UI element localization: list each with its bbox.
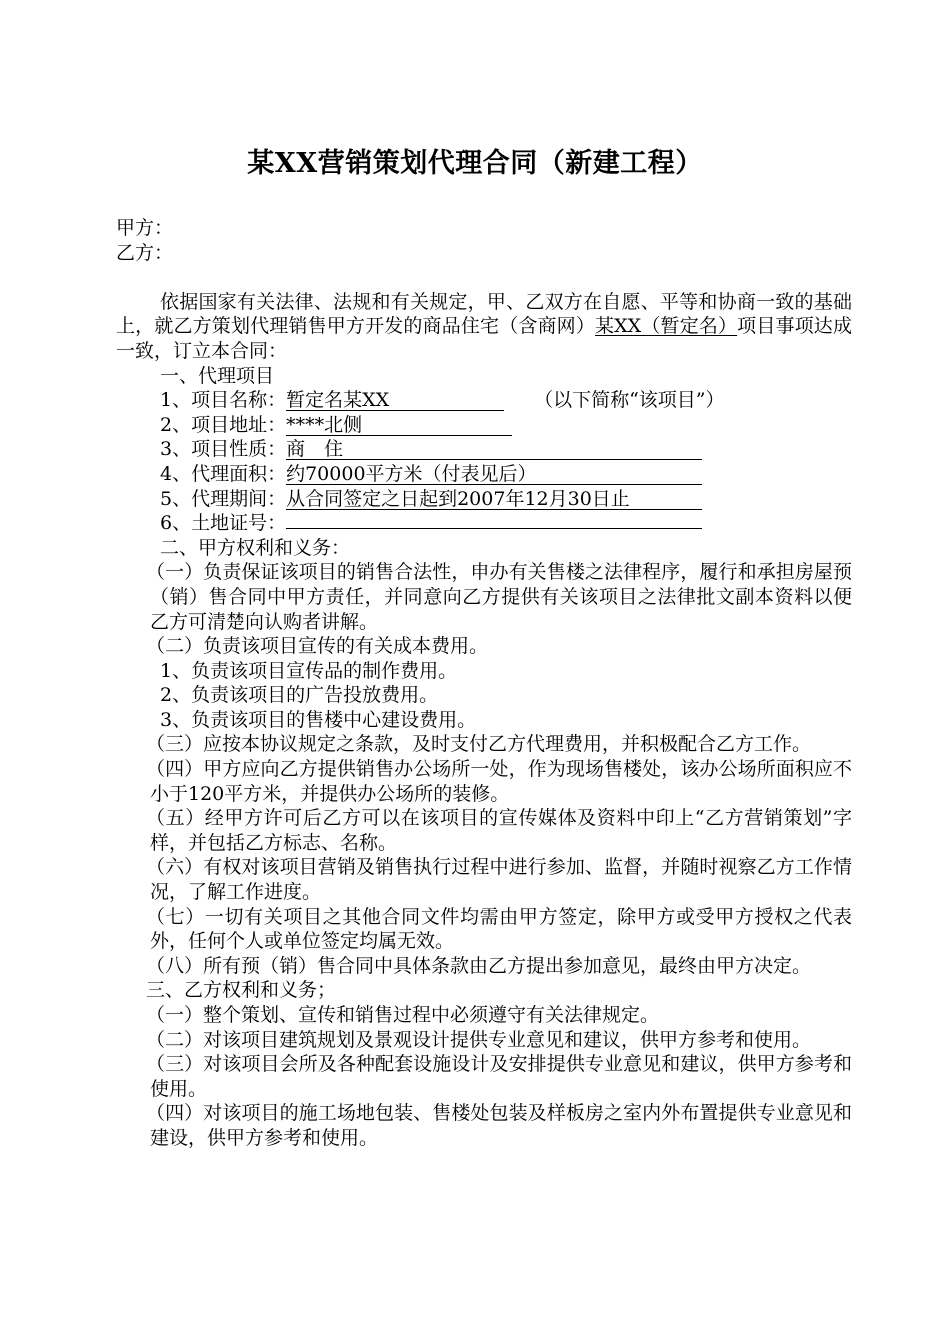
section2-item: （七）一切有关项目之其他合同文件均需由甲方签定，除甲方或受甲方授权之代表外，任何个人或单位签定均属无效。 <box>146 905 852 953</box>
intro-project-name: 某XX（暂定名） <box>595 315 738 338</box>
section2-item: （八）所有预（销）售合同中具体条款由乙方提出参加意见，最终由甲方决定。 <box>146 954 812 977</box>
party-a-line: 甲方： <box>116 217 174 239</box>
field-value <box>286 528 702 529</box>
field-land-certificate <box>116 511 852 536</box>
intro-paragraph <box>116 290 852 364</box>
field-label: 5、代理期间： <box>160 487 287 510</box>
field-label: 6、土地证号： <box>160 512 287 535</box>
field-value: 从合同签定之日起到2007年12月30日止 <box>286 489 702 510</box>
section2-subitem: 1、负责该项目宣传品的制作费用。 <box>160 659 458 682</box>
field-value: ****北侧 <box>286 415 512 436</box>
blank-line <box>116 265 852 290</box>
section2-item: （一）负责保证该项目的销售合法性，申办有关售楼之法律程序，履行和承担房屋预（销）售合同中甲方责任，并同意向乙方提供有关该项目之法律批文副本资料以便乙方可清楚向认购者讲解。 <box>146 561 852 633</box>
field-value: 暂定名某XX <box>286 390 504 411</box>
section2-item: （四）甲方应向乙方提供销售办公场所一处，作为现场售楼处，该办公场所面积应不小于120平方米，并提供办公场所的装修。 <box>146 758 852 805</box>
field-label: 3、项目性质： <box>160 438 287 461</box>
section2-subitem: 3、负责该项目的售楼中心建设费用。 <box>160 708 477 731</box>
section2-item: （三）应按本协议规定之条款，及时支付乙方代理费用，并积极配合乙方工作。 <box>146 733 812 756</box>
section2-item: （二）负责该项目宣传的有关成本费用。 <box>146 635 489 658</box>
section3-heading: 三、乙方权利和义务； <box>146 979 337 1002</box>
field-value: 约70000平方米（付表见后） <box>286 464 702 485</box>
field-note: （以下简称“该项目”） <box>534 389 725 412</box>
field-value: 商 住 <box>286 439 702 460</box>
field-project-name <box>116 388 852 413</box>
field-agency-area <box>116 462 852 487</box>
section3-item: （二）对该项目建筑规划及景观设计提供专业意见和建议，供甲方参考和使用。 <box>146 1028 812 1051</box>
field-label: 2、项目地址： <box>160 413 287 436</box>
section2-item: （六）有权对该项目营销及销售执行过程中进行参加、监督，并随时视察乙方工作情况，了解工作进度。 <box>146 856 852 904</box>
section3-item: （三）对该项目会所及各种配套设施设计及安排提供专业意见和建议，供甲方参考和使用。 <box>146 1053 852 1100</box>
section3-item: （四）对该项目的施工场地包装、售楼处包装及样板房之室内外布置提供专业意见和建设，供甲方参考和使用。 <box>146 1102 852 1149</box>
document-title: 某XX营销策划代理合同（新建工程） <box>247 148 703 179</box>
section2-item: （五）经甲方许可后乙方可以在该项目的宣传媒体及资料中印上“乙方营销策划”字样，并包括乙方标志、名称。 <box>146 807 852 854</box>
field-agency-period <box>116 487 852 512</box>
party-b-line: 乙方： <box>116 241 174 264</box>
section2-heading: 二、甲方权利和义务： <box>160 536 351 559</box>
intro-text-before: 依据国家有关法律、法规和有关规定，甲、乙双方在自愿、平等和协商一致的基础上，就乙方策划代理销售甲方开发的商品住宅（含商网） <box>116 290 852 338</box>
field-project-nature <box>116 437 852 462</box>
field-project-address <box>116 413 852 438</box>
section2-subitem: 2、负责该项目的广告投放费用。 <box>160 684 439 707</box>
contract-body <box>116 216 852 1151</box>
intro-text-after: 项目事项达成一致，订立本合同： <box>116 315 852 362</box>
field-label: 1、项目名称： <box>160 389 287 412</box>
section1-heading: 一、代理项目 <box>160 364 275 387</box>
field-label: 4、代理面积： <box>160 462 287 485</box>
section3-item: （一）整个策划、宣传和销售过程中必须遵守有关法律规定。 <box>146 1004 660 1026</box>
